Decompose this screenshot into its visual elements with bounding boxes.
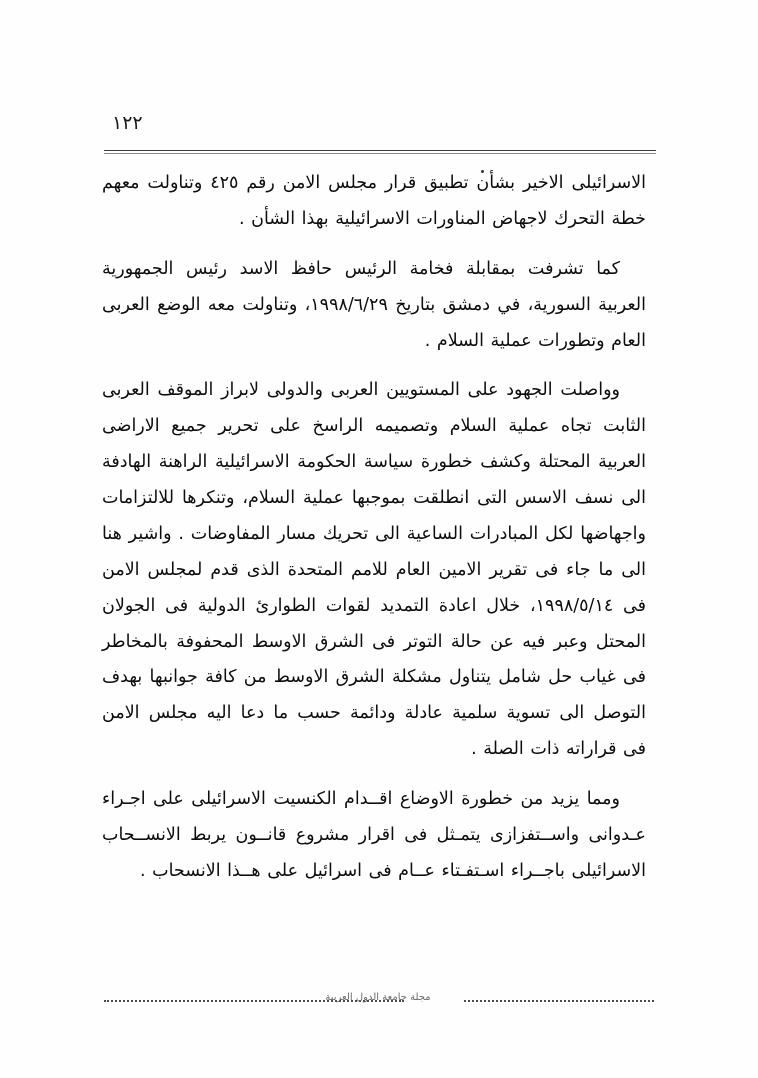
footer-divider-right (464, 1000, 654, 1002)
document-body (102, 166, 646, 904)
paragraph-4: ومما يزيد من خطورة الاوضاع اقــدام الكنسيت الاسرائيلى على اجـراء عـدوانى واســتفزازى يتمـثل فى اقرار مشروع قانــون يربط الانســحاب الاسرائيلى باجــراء اسـتفـتاء عــام فى اسرائيل على هــذا الانسحاب . (102, 789, 646, 881)
paragraph-1: الاسرائيلى الاخير بشأن تطبيق قرار مجلس الامن رقم ٤٢٥ وتناولت معهم خطة التحرك لاجهاض المناورات الاسرائيلية بهذا الشأن . (102, 173, 647, 229)
paragraph-3: وواصلت الجهود على المستويين العربى والدولى لابراز الموقف العربى الثابت تجاه عملية السلام وتصميمه الراسخ على تحرير جميع الاراضى العربية المحتلة وكشف خطورة سياسة الحكومة الاسرائيلية الراهنة الهادفة الى نسف الاسس التى انطلقت بموجبها عملية السلام، وتنكرها للالتزامات واجهاضها لكل المبادرات الساعية الى تحريك مسار المفاوضات . واشير هنا الى ما جاء فى تقرير الامين العام للامم المتحدة الذى قدم لمجلس الامن فى ١٩٩٨/٥/١٤، خلال اعادة التمديد لقوات الطوارئ الدولية فى الجولان المحتل وعبر فيه عن حالة التوتر فى الشرق الاوسط المحفوفة بالمخاطر فى غياب حل شامل يتناول مشكلة الشرق الاوسط من كافة جوانبها بهدف التوصل الى تسوية سلمية عادلة ودائمة حسب ما دعا اليه مجلس الامن فى قراراته ذات الصلة . (102, 380, 646, 760)
paragraph-2: كما تشرفت بمقابلة فخامة الرئيس حافظ الاسد رئيس الجمهورية العربية السورية، في دمشق بتاريخ ١٩٩٨/٦/٢٩، وتناولت معه الوضع العربى العام وتطورات عملية السلام . (102, 258, 647, 351)
page-footer (0, 986, 758, 1016)
header-divider (104, 150, 656, 151)
footer-caption: مجلة جامعة الدول العربية (325, 992, 431, 1003)
page-number: ١٢٢ (112, 112, 143, 134)
